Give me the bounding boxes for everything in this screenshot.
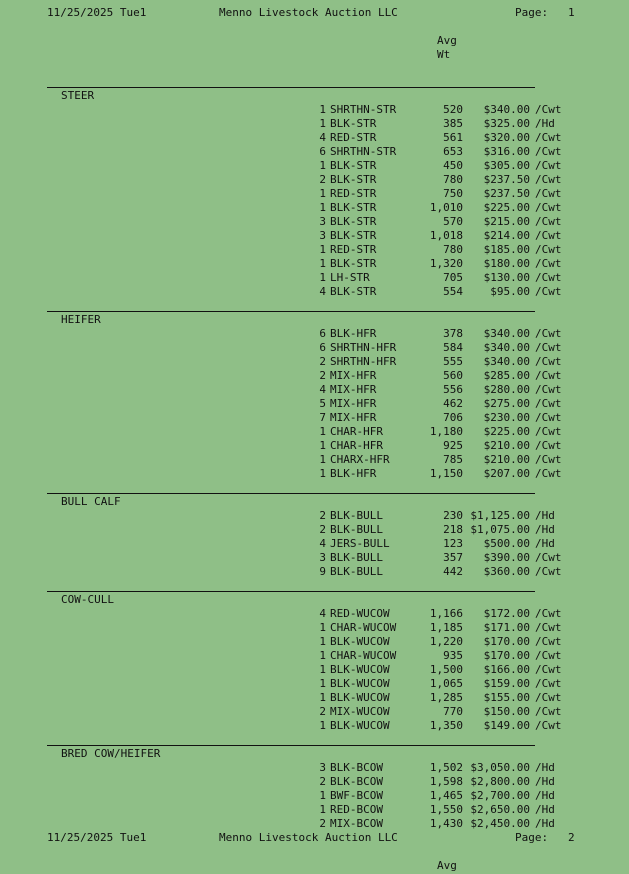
row-avg-wt: 1,550 [429, 803, 463, 816]
row-avg-wt: 1,320 [429, 257, 463, 270]
row-avg-wt: 442 [443, 565, 463, 578]
row-avg-wt: 770 [443, 705, 463, 718]
row-description: LH-STR [330, 271, 370, 284]
avg-header-2: Avg [437, 859, 457, 872]
row-description: BLK-BULL [330, 551, 383, 564]
row-price: $390.00 [483, 551, 530, 564]
table-row [0, 425, 629, 439]
row-price: $237.50 [483, 173, 530, 186]
row-qty: 1 [319, 117, 326, 130]
row-unit: /Cwt [535, 719, 562, 732]
row-avg-wt: 218 [443, 523, 463, 536]
table-row [0, 719, 629, 733]
table-row [0, 467, 629, 481]
row-price: $2,700.00 [470, 789, 530, 802]
company-name-2: Menno Livestock Auction LLC [219, 831, 398, 844]
row-avg-wt: 1,065 [429, 677, 463, 690]
section-divider [47, 311, 535, 312]
row-price: $215.00 [483, 215, 530, 228]
row-unit: /Cwt [535, 159, 562, 172]
avg-header: Avg [437, 34, 457, 47]
row-unit: /Cwt [535, 341, 562, 354]
row-price: $285.00 [483, 369, 530, 382]
row-unit: /Cwt [535, 649, 562, 662]
table-row [0, 383, 629, 397]
table-row [0, 439, 629, 453]
row-qty: 6 [319, 327, 326, 340]
row-qty: 2 [319, 509, 326, 522]
row-avg-wt: 520 [443, 103, 463, 116]
row-qty: 1 [319, 439, 326, 452]
table-row [0, 761, 629, 775]
row-description: MIX-HFR [330, 369, 377, 382]
row-qty: 2 [319, 173, 326, 186]
row-description: CHAR-HFR [330, 439, 383, 452]
row-price: $130.00 [483, 271, 530, 284]
row-price: $360.00 [483, 565, 530, 578]
row-price: $170.00 [483, 649, 530, 662]
row-unit: /Cwt [535, 607, 562, 620]
row-description: RED-WUCOW [330, 607, 390, 620]
row-avg-wt: 556 [443, 383, 463, 396]
row-price: $230.00 [483, 411, 530, 424]
row-price: $150.00 [483, 705, 530, 718]
row-description: BLK-STR [330, 229, 377, 242]
row-description: RED-STR [330, 243, 377, 256]
row-price: $305.00 [483, 159, 530, 172]
row-description: BLK-STR [330, 257, 377, 270]
row-unit: /Cwt [535, 467, 562, 480]
table-row [0, 159, 629, 173]
row-qty: 1 [319, 257, 326, 270]
row-description: MIX-HFR [330, 411, 377, 424]
row-unit: /Cwt [535, 173, 562, 186]
row-qty: 1 [319, 621, 326, 634]
row-unit: /Cwt [535, 551, 562, 564]
company-name: Menno Livestock Auction LLC [219, 6, 398, 19]
row-avg-wt: 925 [443, 439, 463, 452]
row-unit: /Cwt [535, 691, 562, 704]
table-row [0, 565, 629, 579]
row-qty: 2 [319, 705, 326, 718]
page-label-2: Page: [515, 831, 549, 844]
row-description: BWF-BCOW [330, 789, 383, 802]
row-price: $185.00 [483, 243, 530, 256]
row-description: SHRTHN-HFR [330, 355, 397, 368]
row-avg-wt: 123 [443, 537, 463, 550]
row-description: BLK-STR [330, 201, 377, 214]
table-row [0, 621, 629, 635]
row-description: BLK-WUCOW [330, 677, 390, 690]
row-qty: 1 [319, 271, 326, 284]
row-unit: /Cwt [535, 425, 562, 438]
row-description: CHAR-WUCOW [330, 621, 397, 634]
row-avg-wt: 570 [443, 215, 463, 228]
row-price: $340.00 [483, 355, 530, 368]
row-qty: 2 [319, 369, 326, 382]
row-avg-wt: 1,018 [429, 229, 463, 242]
row-qty: 1 [319, 719, 326, 732]
row-unit: /Cwt [535, 677, 562, 690]
row-qty: 1 [319, 243, 326, 256]
table-row [0, 817, 629, 831]
table-row [0, 369, 629, 383]
row-unit: /Cwt [535, 145, 562, 158]
row-price: $171.00 [483, 621, 530, 634]
row-price: $95.00 [490, 285, 530, 298]
row-description: MIX-WUCOW [330, 705, 390, 718]
table-row [0, 243, 629, 257]
row-unit: /Cwt [535, 355, 562, 368]
row-unit: /Cwt [535, 131, 562, 144]
row-description: RED-STR [330, 131, 377, 144]
row-price: $2,650.00 [470, 803, 530, 816]
row-avg-wt: 230 [443, 509, 463, 522]
row-price: $316.00 [483, 145, 530, 158]
row-unit: /Cwt [535, 271, 562, 284]
row-description: BLK-BULL [330, 509, 383, 522]
table-row [0, 789, 629, 803]
page-number-2: 2 [568, 831, 575, 844]
row-unit: /Hd [535, 761, 555, 774]
row-qty: 1 [319, 691, 326, 704]
row-price: $340.00 [483, 327, 530, 340]
row-description: BLK-WUCOW [330, 663, 390, 676]
table-row [0, 229, 629, 243]
table-row [0, 411, 629, 425]
row-avg-wt: 555 [443, 355, 463, 368]
row-qty: 1 [319, 159, 326, 172]
row-unit: /Cwt [535, 201, 562, 214]
row-description: SHRTHN-STR [330, 103, 397, 116]
row-description: CHAR-HFR [330, 425, 383, 438]
row-description: BLK-BCOW [330, 775, 383, 788]
row-price: $166.00 [483, 663, 530, 676]
table-row [0, 327, 629, 341]
row-description: BLK-STR [330, 285, 377, 298]
row-description: CHAR-WUCOW [330, 649, 397, 662]
row-unit: /Cwt [535, 229, 562, 242]
row-avg-wt: 561 [443, 131, 463, 144]
row-unit: /Cwt [535, 397, 562, 410]
row-price: $210.00 [483, 439, 530, 452]
table-row [0, 691, 629, 705]
row-unit: /Cwt [535, 257, 562, 270]
row-avg-wt: 385 [443, 117, 463, 130]
row-avg-wt: 1,150 [429, 467, 463, 480]
row-qty: 1 [319, 453, 326, 466]
row-unit: /Cwt [535, 439, 562, 452]
row-description: MIX-HFR [330, 383, 377, 396]
row-qty: 1 [319, 425, 326, 438]
row-unit: /Cwt [535, 383, 562, 396]
row-avg-wt: 1,180 [429, 425, 463, 438]
row-qty: 1 [319, 201, 326, 214]
table-row [0, 355, 629, 369]
row-qty: 2 [319, 817, 326, 830]
row-qty: 4 [319, 383, 326, 396]
table-row [0, 271, 629, 285]
row-qty: 9 [319, 565, 326, 578]
page-number: 1 [568, 6, 575, 19]
row-unit: /Hd [535, 509, 555, 522]
row-description: JERS-BULL [330, 537, 390, 550]
row-price: $214.00 [483, 229, 530, 242]
row-avg-wt: 1,598 [429, 775, 463, 788]
row-avg-wt: 1,010 [429, 201, 463, 214]
row-qty: 7 [319, 411, 326, 424]
row-price: $325.00 [483, 117, 530, 130]
row-avg-wt: 935 [443, 649, 463, 662]
row-description: BLK-BULL [330, 565, 383, 578]
row-avg-wt: 785 [443, 453, 463, 466]
section-divider [47, 87, 535, 88]
table-row [0, 509, 629, 523]
row-avg-wt: 584 [443, 341, 463, 354]
table-row [0, 201, 629, 215]
row-qty: 4 [319, 131, 326, 144]
row-qty: 1 [319, 789, 326, 802]
section-divider [47, 745, 535, 746]
row-avg-wt: 1,185 [429, 621, 463, 634]
page-label: Page: [515, 6, 549, 19]
row-avg-wt: 1,430 [429, 817, 463, 830]
row-description: RED-BCOW [330, 803, 383, 816]
row-unit: /Hd [535, 117, 555, 130]
row-avg-wt: 1,500 [429, 663, 463, 676]
row-description: BLK-WUCOW [330, 635, 390, 648]
section-title: BRED COW/HEIFER [61, 747, 161, 760]
row-unit: /Hd [535, 523, 555, 536]
report-date: 11/25/2025 Tue1 [47, 6, 147, 19]
row-unit: /Cwt [535, 103, 562, 116]
row-price: $1,075.00 [470, 523, 530, 536]
table-row [0, 705, 629, 719]
row-price: $280.00 [483, 383, 530, 396]
row-avg-wt: 780 [443, 173, 463, 186]
table-row [0, 551, 629, 565]
row-avg-wt: 378 [443, 327, 463, 340]
row-avg-wt: 653 [443, 145, 463, 158]
row-price: $225.00 [483, 425, 530, 438]
row-unit: /Cwt [535, 411, 562, 424]
row-qty: 1 [319, 677, 326, 690]
row-qty: 1 [319, 663, 326, 676]
table-row [0, 635, 629, 649]
row-description: SHRTHN-HFR [330, 341, 397, 354]
table-row [0, 649, 629, 663]
row-unit: /Cwt [535, 187, 562, 200]
table-row [0, 215, 629, 229]
row-description: BLK-STR [330, 117, 377, 130]
row-description: BLK-HFR [330, 327, 377, 340]
report-date-2: 11/25/2025 Tue1 [47, 831, 147, 844]
table-row [0, 775, 629, 789]
row-price: $172.00 [483, 607, 530, 620]
row-avg-wt: 560 [443, 369, 463, 382]
table-row [0, 663, 629, 677]
section-title: COW-CULL [61, 593, 114, 606]
table-row [0, 537, 629, 551]
row-price: $2,450.00 [470, 817, 530, 830]
row-avg-wt: 1,285 [429, 691, 463, 704]
row-description: BLK-STR [330, 173, 377, 186]
row-unit: /Hd [535, 789, 555, 802]
row-qty: 1 [319, 187, 326, 200]
row-unit: /Hd [535, 803, 555, 816]
row-price: $225.00 [483, 201, 530, 214]
row-unit: /Cwt [535, 565, 562, 578]
row-avg-wt: 357 [443, 551, 463, 564]
section-divider [47, 493, 535, 494]
row-unit: /Cwt [535, 327, 562, 340]
table-row [0, 131, 629, 145]
row-qty: 1 [319, 467, 326, 480]
row-unit: /Cwt [535, 285, 562, 298]
section-divider [47, 591, 535, 592]
table-row [0, 397, 629, 411]
row-avg-wt: 750 [443, 187, 463, 200]
table-row [0, 523, 629, 537]
row-qty: 6 [319, 341, 326, 354]
row-description: SHRTHN-STR [330, 145, 397, 158]
table-row [0, 117, 629, 131]
table-row [0, 257, 629, 271]
section-title: BULL CALF [61, 495, 121, 508]
row-avg-wt: 705 [443, 271, 463, 284]
row-description: BLK-WUCOW [330, 691, 390, 704]
row-unit: /Cwt [535, 243, 562, 256]
row-price: $500.00 [483, 537, 530, 550]
row-description: MIX-HFR [330, 397, 377, 410]
row-price: $170.00 [483, 635, 530, 648]
table-row [0, 103, 629, 117]
row-qty: 3 [319, 229, 326, 242]
row-qty: 4 [319, 285, 326, 298]
table-row [0, 607, 629, 621]
row-qty: 1 [319, 103, 326, 116]
row-unit: /Cwt [535, 369, 562, 382]
row-unit: /Cwt [535, 705, 562, 718]
row-unit: /Cwt [535, 663, 562, 676]
row-avg-wt: 450 [443, 159, 463, 172]
table-row [0, 453, 629, 467]
row-unit: /Cwt [535, 215, 562, 228]
row-avg-wt: 1,502 [429, 761, 463, 774]
table-row [0, 145, 629, 159]
row-avg-wt: 554 [443, 285, 463, 298]
table-row [0, 677, 629, 691]
row-price: $180.00 [483, 257, 530, 270]
row-description: RED-STR [330, 187, 377, 200]
row-unit: /Hd [535, 817, 555, 830]
row-avg-wt: 1,220 [429, 635, 463, 648]
section-title: STEER [61, 89, 95, 102]
row-qty: 1 [319, 649, 326, 662]
row-qty: 3 [319, 761, 326, 774]
row-qty: 2 [319, 355, 326, 368]
table-row [0, 803, 629, 817]
row-description: MIX-BCOW [330, 817, 383, 830]
row-price: $3,050.00 [470, 761, 530, 774]
row-avg-wt: 462 [443, 397, 463, 410]
wt-header: Wt [437, 48, 451, 61]
row-price: $340.00 [483, 341, 530, 354]
row-unit: /Cwt [535, 621, 562, 634]
row-qty: 3 [319, 215, 326, 228]
row-price: $207.00 [483, 467, 530, 480]
row-price: $340.00 [483, 103, 530, 116]
row-qty: 2 [319, 775, 326, 788]
table-row [0, 285, 629, 299]
row-qty: 5 [319, 397, 326, 410]
row-price: $237.50 [483, 187, 530, 200]
row-price: $2,800.00 [470, 775, 530, 788]
table-row [0, 341, 629, 355]
row-avg-wt: 780 [443, 243, 463, 256]
row-description: BLK-HFR [330, 467, 377, 480]
row-avg-wt: 706 [443, 411, 463, 424]
row-price: $275.00 [483, 397, 530, 410]
row-price: $1,125.00 [470, 509, 530, 522]
row-price: $210.00 [483, 453, 530, 466]
row-qty: 4 [319, 607, 326, 620]
row-description: CHARX-HFR [330, 453, 390, 466]
row-qty: 1 [319, 635, 326, 648]
row-description: BLK-WUCOW [330, 719, 390, 732]
row-price: $159.00 [483, 677, 530, 690]
row-description: BLK-BULL [330, 523, 383, 536]
row-avg-wt: 1,465 [429, 789, 463, 802]
row-description: BLK-STR [330, 159, 377, 172]
row-avg-wt: 1,166 [429, 607, 463, 620]
row-unit: /Cwt [535, 453, 562, 466]
row-qty: 3 [319, 551, 326, 564]
row-qty: 2 [319, 523, 326, 536]
row-qty: 6 [319, 145, 326, 158]
row-unit: /Hd [535, 537, 555, 550]
row-description: BLK-STR [330, 215, 377, 228]
section-title: HEIFER [61, 313, 101, 326]
table-row [0, 173, 629, 187]
row-avg-wt: 1,350 [429, 719, 463, 732]
row-description: BLK-BCOW [330, 761, 383, 774]
row-price: $320.00 [483, 131, 530, 144]
row-qty: 4 [319, 537, 326, 550]
row-unit: /Hd [535, 775, 555, 788]
row-qty: 1 [319, 803, 326, 816]
table-row [0, 187, 629, 201]
row-price: $149.00 [483, 719, 530, 732]
row-unit: /Cwt [535, 635, 562, 648]
row-price: $155.00 [483, 691, 530, 704]
